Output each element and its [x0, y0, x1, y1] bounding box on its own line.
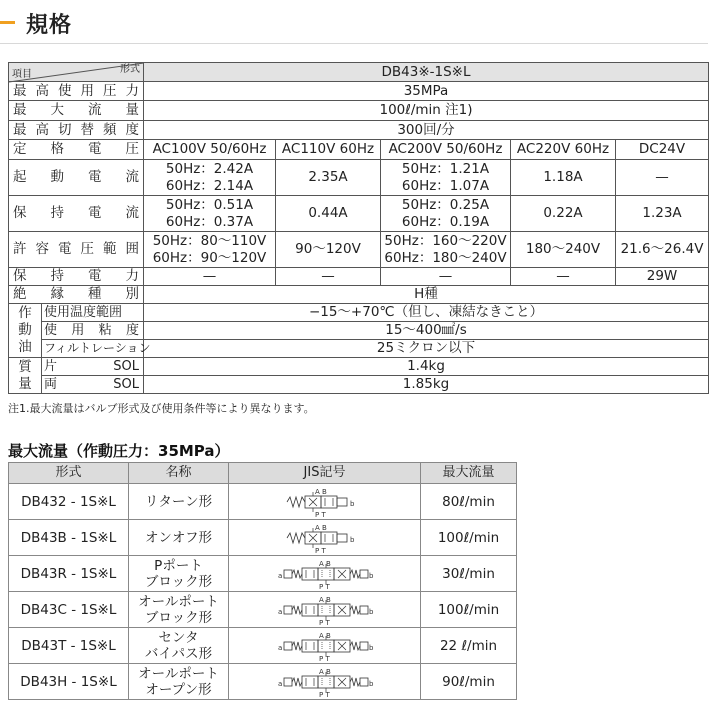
power-cell: —	[381, 268, 511, 286]
port-label-pt: P T	[318, 618, 330, 627]
column-header: JIS記号	[229, 463, 421, 484]
model-cell: DB43H - 1S※L	[9, 664, 129, 700]
value-line: 50Hz：160〜220V	[384, 232, 507, 249]
power-cell: —	[276, 268, 381, 286]
jis-symbol-cell	[229, 520, 421, 556]
voltage-cell: AC110V 60Hz	[276, 140, 381, 160]
flow-table-row	[9, 592, 517, 628]
header-item-label: 項目	[12, 69, 32, 80]
model-cell: DB43T - 1S※L	[9, 628, 129, 664]
sub-label: 片SOL	[42, 358, 144, 376]
row-value: 1.4kg	[144, 358, 709, 376]
name-line: オープン形	[145, 681, 212, 698]
flow-table-row	[9, 664, 517, 700]
current-cell	[381, 196, 511, 232]
spec-row-insulation	[9, 286, 709, 304]
model-cell: DB43B - 1S※L	[9, 520, 129, 556]
value-line: 60Hz：90〜120V	[152, 249, 267, 266]
spec-row-fluid-viscosity	[9, 322, 709, 340]
flow-cell: 30ℓ/min	[421, 556, 517, 592]
model-cell: DB43C - 1S※L	[9, 592, 129, 628]
spec-header-row	[9, 63, 709, 82]
flow-table	[8, 462, 517, 700]
valve-symbol-3pos	[277, 630, 373, 662]
port-label-ab: A B	[314, 487, 327, 496]
row-value: 25ミクロン以下	[144, 340, 709, 358]
power-cell: 29W	[616, 268, 709, 286]
fluid-group-label	[9, 304, 42, 358]
value-line: 50Hz：0.51A	[165, 196, 254, 213]
jis-symbol-cell	[229, 592, 421, 628]
name-line: ブロック形	[144, 609, 213, 626]
valve-symbol-2pos	[285, 486, 365, 518]
row-label: 最高切替頻度	[9, 121, 144, 140]
current-cell: 2.35A	[276, 160, 381, 196]
valve-symbol-3pos	[277, 558, 373, 590]
spec-row-max-pressure	[9, 82, 709, 101]
value-line: 60Hz：180〜240V	[384, 249, 507, 266]
spec-row-max-flow	[9, 101, 709, 121]
port-label-b: b	[349, 535, 354, 544]
power-cell: —	[511, 268, 616, 286]
spec-row-holding-power	[9, 268, 709, 286]
port-label-pt: P T	[318, 654, 330, 663]
flow-table-row	[9, 484, 517, 520]
port-label-ab: A B	[314, 523, 327, 532]
name-line: オンオフ形	[144, 529, 213, 546]
flow-table-row	[9, 628, 517, 664]
port-label-pt: P T	[314, 510, 326, 519]
section-header	[0, 0, 708, 44]
port-label-a: a	[277, 643, 282, 652]
row-value: H種	[144, 286, 709, 304]
name-line: リターン形	[144, 493, 213, 510]
port-label-ab: A B	[318, 559, 331, 568]
port-label-b: b	[368, 679, 373, 688]
column-header: 形式	[9, 463, 129, 484]
group-text: 作動油	[18, 305, 32, 355]
value-line: 50Hz：0.25A	[401, 196, 490, 213]
voltage-cell: DC24V	[616, 140, 709, 160]
header-type-label: 形式	[120, 64, 140, 75]
row-label: 最大流量	[9, 101, 144, 121]
row-value: 1.85kg	[144, 376, 709, 394]
port-label-ab: A B	[318, 631, 331, 640]
flow-cell: 22 ℓ/min	[421, 628, 517, 664]
footnote: 注1.最大流量はバルブ形式及び使用条件等により異なります。	[8, 402, 315, 415]
sub-label: 使用粘度	[42, 322, 144, 340]
page-title: 規格	[26, 13, 73, 38]
mass-group-label	[9, 358, 42, 394]
flow-cell: 100ℓ/min	[421, 592, 517, 628]
spec-header-corner	[9, 63, 144, 82]
port-label-ab: A B	[318, 667, 331, 676]
row-label: 定格電圧	[9, 140, 144, 160]
column-header: 名称	[129, 463, 229, 484]
current-cell	[144, 196, 276, 232]
current-cell: —	[616, 160, 709, 196]
spec-row-voltage-range	[9, 232, 709, 268]
group-text: 質量	[18, 358, 32, 392]
spec-row-fluid-temp	[9, 304, 709, 322]
name-line: センタ	[158, 629, 199, 646]
jis-symbol-cell	[229, 484, 421, 520]
row-label: 絶縁種別	[9, 286, 144, 304]
row-label: 許容電圧範囲	[9, 232, 144, 268]
name-cell	[129, 664, 229, 700]
voltage-cell: AC200V 50/60Hz	[381, 140, 511, 160]
value-line: 60Hz：0.19A	[401, 213, 490, 230]
model-cell: DB432 - 1S※L	[9, 484, 129, 520]
port-label-b: b	[368, 607, 373, 616]
port-label-b: b	[368, 643, 373, 652]
jis-symbol-cell	[229, 628, 421, 664]
value-line: 60Hz：2.14A	[165, 177, 254, 194]
row-value: −15〜+70℃（但し、凍結なきこと）	[144, 304, 709, 322]
row-value: 35MPa	[144, 82, 709, 101]
flow-header-row	[9, 463, 517, 484]
range-cell	[144, 232, 276, 268]
value-line: 50Hz：80〜110V	[152, 232, 267, 249]
port-label-a: a	[277, 571, 282, 580]
current-cell: 0.22A	[511, 196, 616, 232]
port-label-pt: P T	[318, 582, 330, 591]
range-cell: 21.6〜26.4V	[616, 232, 709, 268]
voltage-cell: AC100V 50/60Hz	[144, 140, 276, 160]
spec-row-holding-current	[9, 196, 709, 232]
model-cell: DB43R - 1S※L	[9, 556, 129, 592]
row-value: 100ℓ/min 注1)	[144, 101, 709, 121]
name-line: ブロック形	[144, 573, 213, 590]
accent-bar	[0, 21, 15, 24]
spec-row-fluid-filtration	[9, 340, 709, 358]
jis-symbol-cell	[229, 664, 421, 700]
name-cell	[129, 628, 229, 664]
name-cell	[129, 484, 229, 520]
range-cell	[381, 232, 511, 268]
current-cell	[381, 160, 511, 196]
value-line: 60Hz：0.37A	[165, 213, 254, 230]
jis-symbol-cell	[229, 556, 421, 592]
row-label: 起動電流	[9, 160, 144, 196]
port-label-pt: P T	[318, 690, 330, 699]
spec-row-max-freq	[9, 121, 709, 140]
spec-row-rated-voltage	[9, 140, 709, 160]
row-label: 保持電力	[9, 268, 144, 286]
port-label-ab: A B	[318, 595, 331, 604]
current-cell: 1.23A	[616, 196, 709, 232]
header-divider	[0, 43, 708, 44]
sub-label: 使用温度範囲	[42, 304, 144, 322]
sub-label: フィルトレーション	[42, 340, 144, 358]
voltage-cell: AC220V 60Hz	[511, 140, 616, 160]
name-cell	[129, 592, 229, 628]
header-model: DB43※-1S※L	[144, 63, 709, 82]
port-label-pt: P T	[314, 546, 326, 555]
value-line: 60Hz：1.07A	[401, 177, 490, 194]
name-cell	[129, 556, 229, 592]
spec-row-mass-double	[9, 376, 709, 394]
column-header: 最大流量	[421, 463, 517, 484]
flow-cell: 80ℓ/min	[421, 484, 517, 520]
row-value: 15〜400㎟/s	[144, 322, 709, 340]
value-line: 50Hz：2.42A	[165, 160, 254, 177]
valve-symbol-2pos	[285, 522, 365, 554]
spec-row-inrush-current	[9, 160, 709, 196]
port-label-a: a	[277, 679, 282, 688]
value-line: 50Hz：1.21A	[401, 160, 490, 177]
valve-symbol-3pos	[277, 594, 373, 626]
valve-symbol-3pos	[277, 666, 373, 698]
port-label-b: b	[349, 499, 354, 508]
current-cell: 1.18A	[511, 160, 616, 196]
flow-table-row	[9, 520, 517, 556]
row-label: 保持電流	[9, 196, 144, 232]
flow-cell: 90ℓ/min	[421, 664, 517, 700]
port-label-b: b	[368, 571, 373, 580]
range-cell: 90〜120V	[276, 232, 381, 268]
name-line: Pポート	[154, 557, 203, 574]
flow-section-title: 最大流量（作動圧力：35MPa）	[8, 442, 230, 460]
sub-label: 両SOL	[42, 376, 144, 394]
current-cell	[144, 160, 276, 196]
name-line: オールポート	[138, 593, 219, 610]
range-cell: 180〜240V	[511, 232, 616, 268]
flow-cell: 100ℓ/min	[421, 520, 517, 556]
flow-table-row	[9, 556, 517, 592]
port-label-a: a	[277, 607, 282, 616]
power-cell: —	[144, 268, 276, 286]
name-line: バイパス形	[144, 645, 213, 662]
current-cell: 0.44A	[276, 196, 381, 232]
row-label: 最高使用圧力	[9, 82, 144, 101]
row-value: 300回/分	[144, 121, 709, 140]
spec-row-mass-single	[9, 358, 709, 376]
name-line: オールポート	[138, 665, 219, 682]
spec-table	[8, 62, 709, 394]
name-cell	[129, 520, 229, 556]
